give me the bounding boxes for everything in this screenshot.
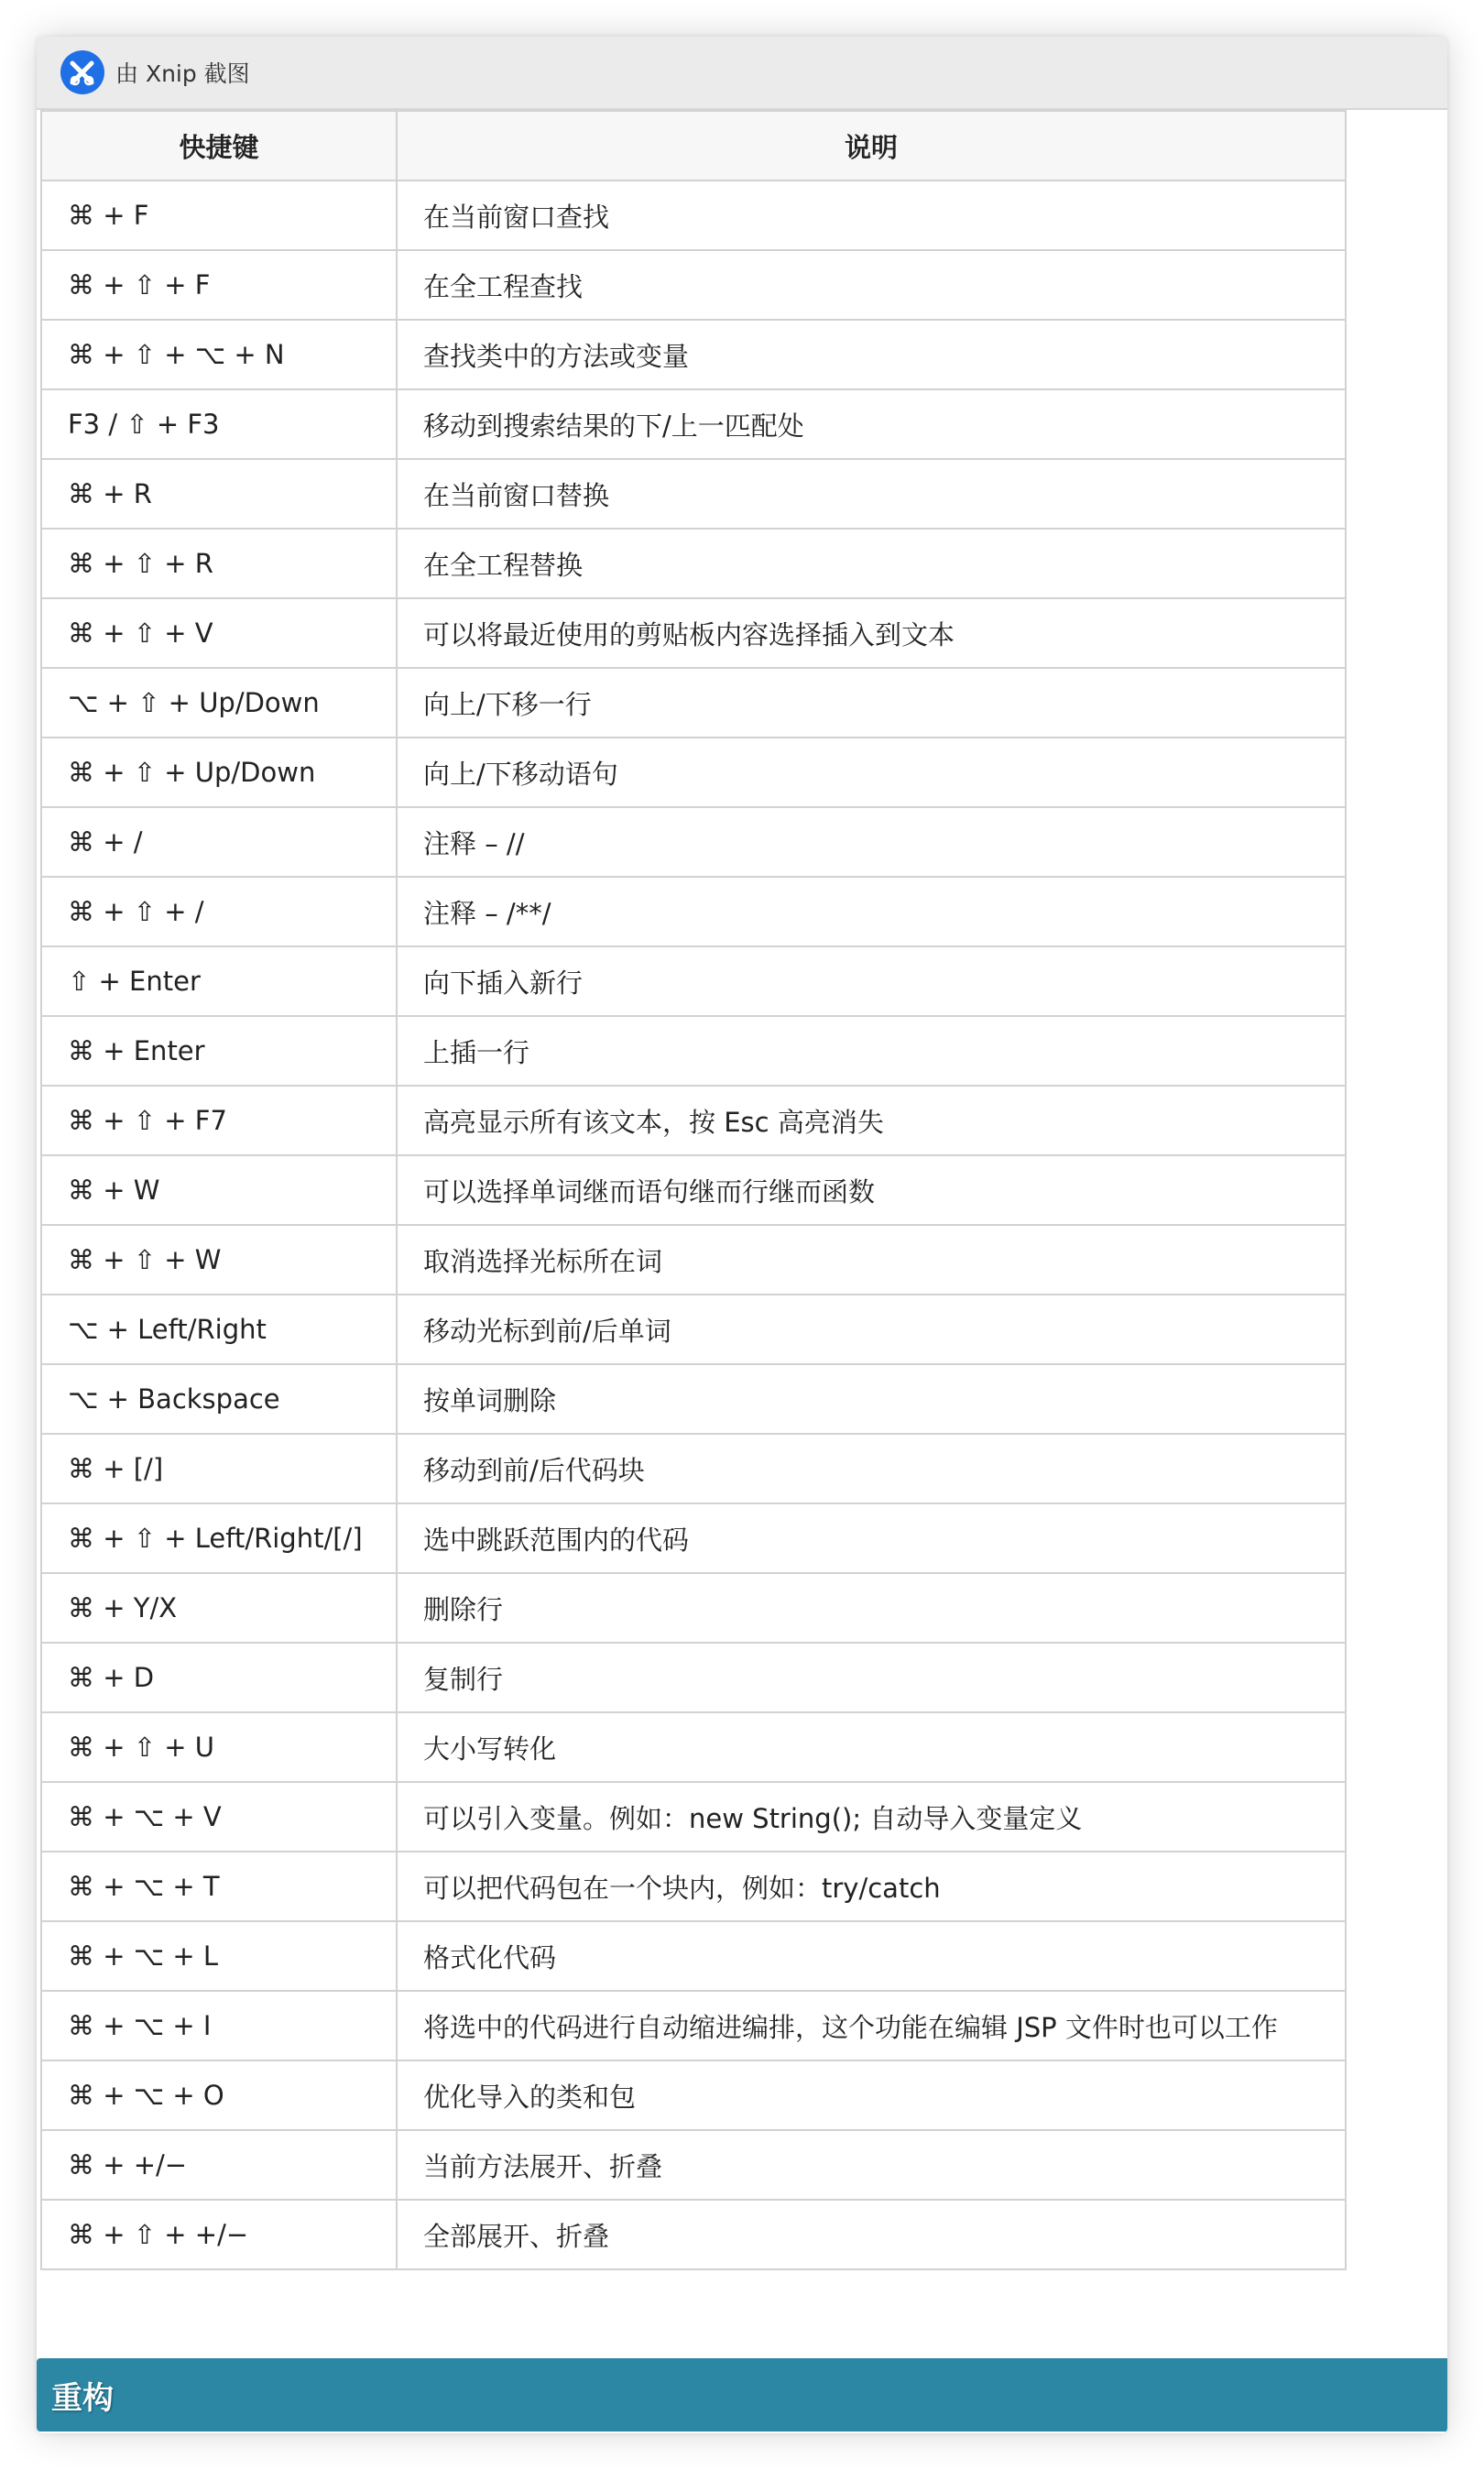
description-cell: 可以把代码包在一个块内，例如：try/catch	[397, 1852, 1346, 1921]
title-bar	[37, 37, 1447, 110]
description-cell: 可以引入变量。例如：new String(); 自动导入变量定义	[397, 1782, 1346, 1852]
shortcut-cell: ⌘ + ⇧ + F	[41, 250, 397, 320]
description-cell: 格式化代码	[397, 1921, 1346, 1991]
description-cell: 可以将最近使用的剪贴板内容选择插入到文本	[397, 598, 1346, 668]
shortcut-cell: ⌘ + [/]	[41, 1434, 397, 1503]
table-row	[41, 1434, 1346, 1503]
table-row	[41, 1295, 1346, 1364]
shortcut-cell: ⌘ + ⇧ + +/−	[41, 2200, 397, 2269]
table-row	[41, 2130, 1346, 2200]
shortcut-cell: ⌘ + W	[41, 1155, 397, 1225]
shortcut-cell: ⌥ + Backspace	[41, 1364, 397, 1434]
description-cell: 移动到前/后代码块	[397, 1434, 1346, 1503]
header-shortcut: 快捷键	[41, 111, 397, 180]
shortcut-cell: ⌘ + ⇧ + R	[41, 529, 397, 598]
app-name: 由 Xnip 截图	[115, 60, 250, 87]
table-row	[41, 1155, 1346, 1225]
table-row	[41, 250, 1346, 320]
shortcut-cell: ⌘ + Y/X	[41, 1573, 397, 1643]
table-row	[41, 946, 1346, 1016]
shortcut-cell: ⇧ + Enter	[41, 946, 397, 1016]
description-cell: 在当前窗口查找	[397, 180, 1346, 250]
shortcut-cell: ⌘ + ⌥ + I	[41, 1991, 397, 2060]
description-cell: 查找类中的方法或变量	[397, 320, 1346, 389]
description-cell: 注释 – //	[397, 807, 1346, 877]
shortcut-cell: ⌘ + Enter	[41, 1016, 397, 1086]
shortcut-cell: ⌘ + ⇧ + W	[41, 1225, 397, 1295]
description-cell: 高亮显示所有该文本，按 Esc 高亮消失	[397, 1086, 1346, 1155]
description-cell: 向上/下移一行	[397, 668, 1346, 738]
table-row	[41, 1016, 1346, 1086]
table-row	[41, 1712, 1346, 1782]
table-row	[41, 1643, 1346, 1712]
shortcut-cell: ⌘ + ⇧ + U	[41, 1712, 397, 1782]
table-row	[41, 807, 1346, 877]
table-row	[41, 598, 1346, 668]
description-cell: 在全工程替换	[397, 529, 1346, 598]
description-cell: 移动到搜索结果的下/上一匹配处	[397, 389, 1346, 459]
shortcut-cell: ⌘ + ⌥ + V	[41, 1782, 397, 1852]
description-cell: 在全工程查找	[397, 250, 1346, 320]
shortcut-table-container	[40, 110, 1345, 2270]
table-row	[41, 1573, 1346, 1643]
shortcut-cell: ⌘ + ⇧ + V	[41, 598, 397, 668]
shortcut-cell: ⌘ + ⇧ + Up/Down	[41, 738, 397, 807]
description-cell: 上插一行	[397, 1016, 1346, 1086]
description-cell: 取消选择光标所在词	[397, 1225, 1346, 1295]
shortcut-cell: ⌘ + ⌥ + L	[41, 1921, 397, 1991]
header-description: 说明	[397, 111, 1346, 180]
table-row	[41, 877, 1346, 946]
section-bar-refactor	[37, 2358, 1447, 2432]
screenshot-window	[37, 37, 1447, 2433]
shortcut-cell: ⌘ + R	[41, 459, 397, 529]
description-cell: 向下插入新行	[397, 946, 1346, 1016]
shortcut-cell: ⌘ + ⌥ + T	[41, 1852, 397, 1921]
shortcut-cell: ⌘ + ⌥ + O	[41, 2060, 397, 2130]
shortcut-cell: ⌥ + ⇧ + Up/Down	[41, 668, 397, 738]
description-cell: 大小写转化	[397, 1712, 1346, 1782]
shortcut-cell: F3 / ⇧ + F3	[41, 389, 397, 459]
description-cell: 向上/下移动语句	[397, 738, 1346, 807]
section-title: 重构	[51, 2379, 114, 2417]
table-row	[41, 1503, 1346, 1573]
description-cell: 移动光标到前/后单词	[397, 1295, 1346, 1364]
shortcut-cell: ⌘ + ⇧ + Left/Right/[/]	[41, 1503, 397, 1573]
table-row	[41, 1991, 1346, 2060]
table-row	[41, 668, 1346, 738]
shortcut-cell: ⌘ + ⇧ + /	[41, 877, 397, 946]
table-row	[41, 389, 1346, 459]
table-row	[41, 1782, 1346, 1852]
table-row	[41, 459, 1346, 529]
shortcut-cell: ⌘ + +/−	[41, 2130, 397, 2200]
description-cell: 选中跳跃范围内的代码	[397, 1503, 1346, 1573]
table-row	[41, 529, 1346, 598]
table-row	[41, 320, 1346, 389]
table-row	[41, 1225, 1346, 1295]
table-header-row	[41, 111, 1346, 180]
description-cell: 当前方法展开、折叠	[397, 2130, 1346, 2200]
description-cell: 按单词删除	[397, 1364, 1346, 1434]
table-row	[41, 1086, 1346, 1155]
shortcut-cell: ⌘ + D	[41, 1643, 397, 1712]
description-cell: 复制行	[397, 1643, 1346, 1712]
description-cell: 注释 – /**/	[397, 877, 1346, 946]
shortcut-cell: ⌘ + ⇧ + F7	[41, 1086, 397, 1155]
description-cell: 在当前窗口替换	[397, 459, 1346, 529]
table-row	[41, 1364, 1346, 1434]
description-cell: 全部展开、折叠	[397, 2200, 1346, 2269]
shortcut-cell: ⌘ + F	[41, 180, 397, 250]
table-row	[41, 738, 1346, 807]
xnip-app-icon	[60, 50, 104, 94]
description-cell: 删除行	[397, 1573, 1346, 1643]
table-row	[41, 1921, 1346, 1991]
table-row	[41, 180, 1346, 250]
description-cell: 优化导入的类和包	[397, 2060, 1346, 2130]
table-row	[41, 2200, 1346, 2269]
shortcut-cell: ⌥ + Left/Right	[41, 1295, 397, 1364]
shortcut-table	[40, 110, 1347, 2270]
description-cell: 可以选择单词继而语句继而行继而函数	[397, 1155, 1346, 1225]
shortcut-cell: ⌘ + ⇧ + ⌥ + N	[41, 320, 397, 389]
shortcut-cell: ⌘ + /	[41, 807, 397, 877]
table-row	[41, 1852, 1346, 1921]
table-row	[41, 2060, 1346, 2130]
description-cell: 将选中的代码进行自动缩进编排，这个功能在编辑 JSP 文件时也可以工作	[397, 1991, 1346, 2060]
